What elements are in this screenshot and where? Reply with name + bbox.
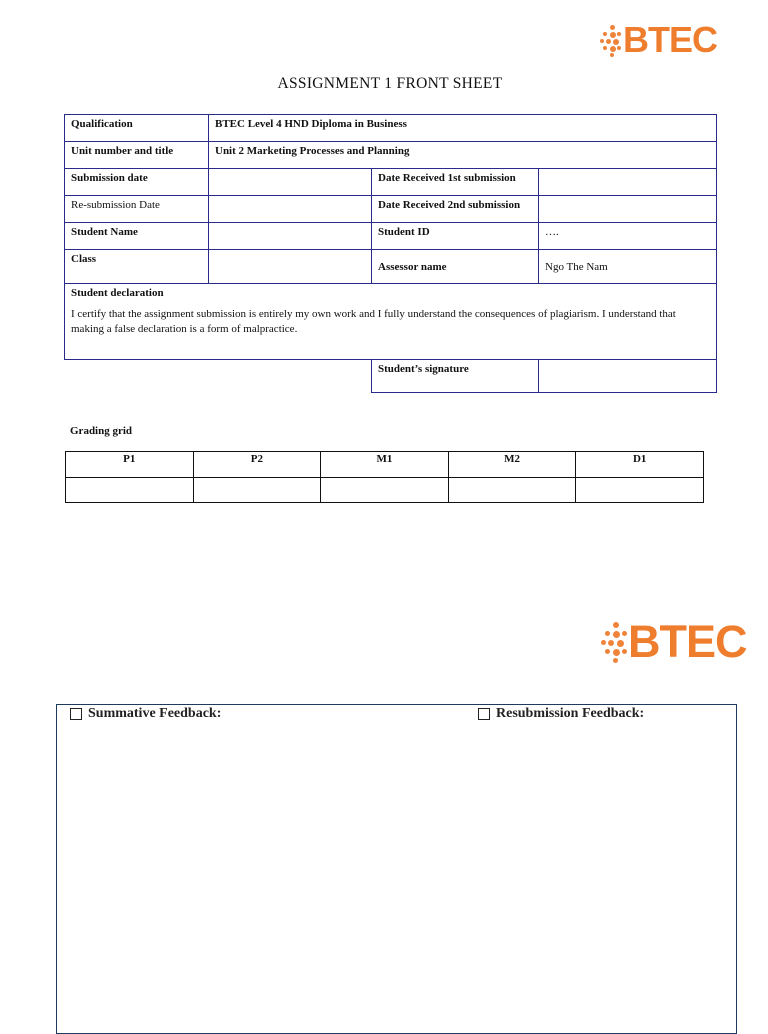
grade-cell-m2[interactable] [448,478,576,503]
resubmission-date-field[interactable] [209,196,372,223]
page-title: ASSIGNMENT 1 FRONT SHEET [277,75,503,92]
grading-grid [65,451,704,503]
student-id-field[interactable]: …. [539,223,717,250]
qualification-value: BTEC Level 4 HND Diploma in Business [209,115,717,142]
signature-row [65,360,717,393]
resubmission-feedback-label: Resubmission Feedback: [496,706,645,721]
front-sheet-table [64,114,717,393]
class-label: Class [65,250,209,284]
date-received-2-field[interactable] [539,196,717,223]
logo-dots-icon [600,23,622,57]
grade-cell-d1[interactable] [576,478,704,503]
declaration-text: I certify that the assignment submission is entirely my own work and I fully understand the consequences of plagiarism. I understand that making a false declaration is a form of malpractice. [71,308,676,335]
btec-logo-2 [601,617,747,667]
grade-header-p1: P1 [66,452,194,478]
date-received-1-field[interactable] [539,169,717,196]
grading-value-row [66,478,704,503]
grade-header-d1: D1 [576,452,704,478]
class-field[interactable] [209,250,372,284]
logo-text: BTEC [623,19,717,60]
unit-row [65,142,717,169]
qualification-label: Qualification [65,115,209,142]
student-name-label: Student Name [65,223,209,250]
assessor-field[interactable]: Ngo The Nam [539,250,717,284]
summative-checkbox[interactable] [70,708,82,720]
summative-feedback-option[interactable] [70,706,221,722]
grade-cell-p1[interactable] [66,478,194,503]
qualification-row [65,115,717,142]
student-id-label: Student ID [372,223,539,250]
submission-date-field[interactable] [209,169,372,196]
assessor-label: Assessor name [372,250,539,284]
declaration-row [65,284,717,360]
logo-dots-icon [601,620,627,664]
declaration-cell [65,284,717,360]
grade-header-m1: M1 [321,452,449,478]
signature-field[interactable] [539,360,717,393]
feedback-box[interactable] [56,704,737,1034]
unit-label: Unit number and title [65,142,209,169]
submission-date-label: Submission date [65,169,209,196]
student-name-field[interactable] [209,223,372,250]
unit-value: Unit 2 Marketing Processes and Planning [209,142,717,169]
signature-spacer [65,360,372,393]
logo-text: BTEC [628,616,747,667]
resubmission-checkbox[interactable] [478,708,490,720]
grade-cell-m1[interactable] [321,478,449,503]
class-row [65,250,717,284]
declaration-title: Student declaration [71,287,164,299]
grading-grid-title: Grading grid [70,425,133,437]
resubmission-row [65,196,717,223]
grading-header-row [66,452,704,478]
student-row [65,223,717,250]
date-received-2-label: Date Received 2nd submission [372,196,539,223]
grade-header-m2: M2 [448,452,576,478]
grade-header-p2: P2 [193,452,321,478]
resubmission-feedback-option[interactable] [478,706,644,722]
resubmission-date-label: Re-submission Date [65,196,209,223]
btec-logo [600,20,717,60]
date-received-1-label: Date Received 1st submission [372,169,539,196]
submission-row [65,169,717,196]
grade-cell-p2[interactable] [193,478,321,503]
signature-label: Student’s signature [372,360,539,393]
summative-feedback-label: Summative Feedback: [88,706,222,721]
